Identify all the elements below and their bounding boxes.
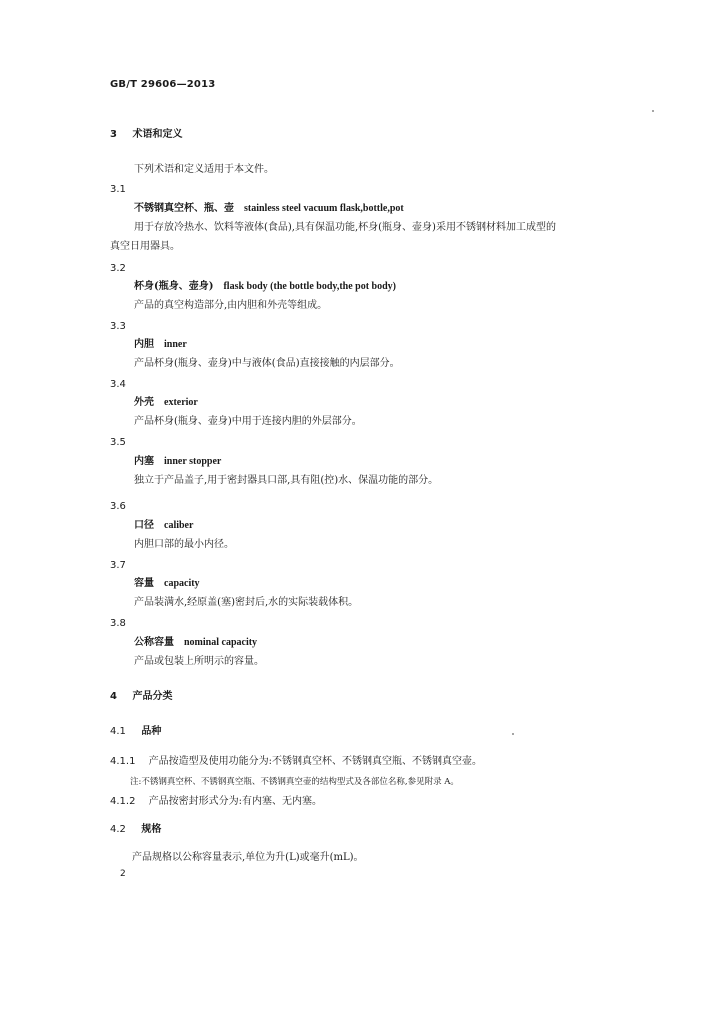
term-cn: 内胆 — [134, 339, 154, 350]
term-title — [134, 455, 221, 469]
term-definition: 产品杯身(瓶身、壶身)中用于连接内胆的外层部分。 — [134, 416, 362, 427]
section-3-intro: 下列术语和定义适用于本文件。 — [134, 164, 274, 175]
term-number: 3.7 — [110, 560, 126, 571]
term-definition-cont: 真空日用器具。 — [110, 241, 180, 252]
term-title — [134, 202, 404, 216]
subsection-number: 4.1 — [110, 726, 126, 737]
clause-text: 产品按密封形式分为:有内塞、无内塞。 — [148, 796, 323, 807]
term-number: 3.8 — [110, 618, 126, 629]
term-definition: 产品或包装上所明示的容量。 — [134, 656, 264, 667]
term-cn: 公称容量 — [134, 637, 174, 648]
clause-text: 产品按造型及使用功能分为:不锈钢真空杯、不锈钢真空瓶、不锈钢真空壶。 — [148, 756, 483, 767]
term-number: 3.3 — [110, 321, 126, 332]
clause-number: 4.1.2 — [110, 796, 136, 807]
clause-4-1-2 — [110, 795, 322, 809]
term-number: 3.5 — [110, 437, 126, 448]
term-definition: 用于存放冷热水、饮料等液体(食品),具有保温功能,杯身(瓶身、壶身)采用不锈钢材料加工成型的 — [134, 222, 556, 233]
page-number: 2 — [120, 869, 126, 879]
term-definition: 独立于产品盖子,用于密封器具口部,具有阻(控)水、保温功能的部分。 — [134, 475, 439, 486]
term-cn: 内塞 — [134, 456, 154, 467]
term-cn: 外壳 — [134, 397, 154, 408]
subsection-title: 规格 — [141, 824, 162, 835]
term-definition: 产品装满水,经原盖(塞)密封后,水的实际装载体积。 — [134, 597, 359, 608]
subsection-4-2-heading — [110, 823, 161, 837]
term-title — [134, 338, 187, 352]
term-title — [134, 636, 257, 650]
section-number: 3 — [110, 129, 117, 140]
subsection-4-1-heading — [110, 725, 161, 739]
term-en: nominal capacity — [184, 637, 258, 648]
note-text: 注:不锈钢真空杯、不锈钢真空瓶、不锈钢真空壶的结构型式及各部位名称,参见附录 A。 — [130, 777, 459, 787]
clause-4-1-1 — [110, 755, 482, 769]
term-title — [134, 280, 396, 294]
term-en: inner stopper — [164, 456, 222, 467]
term-definition: 产品杯身(瓶身、壶身)中与液体(食品)直接接触的内层部分。 — [134, 358, 400, 369]
section-3-heading — [110, 128, 182, 142]
term-en: inner — [164, 339, 187, 350]
term-en: stainless steel vacuum flask,bottle,pot — [244, 203, 404, 214]
term-definition: 内胆口部的最小内径。 — [134, 539, 234, 550]
section-title: 产品分类 — [132, 691, 173, 702]
term-cn: 不锈钢真空杯、瓶、壶 — [134, 203, 234, 214]
term-number: 3.1 — [110, 184, 126, 195]
term-number: 3.2 — [110, 263, 126, 274]
term-cn: 杯身(瓶身、壶身) — [134, 281, 214, 292]
term-number: 3.4 — [110, 379, 126, 390]
term-title — [134, 396, 198, 410]
term-en: capacity — [164, 578, 200, 589]
term-cn: 口径 — [134, 520, 154, 531]
clause-number: 4.1.1 — [110, 756, 136, 767]
term-title — [134, 577, 200, 591]
standard-number: GB/T 29606—2013 — [110, 79, 216, 90]
scan-speck — [512, 733, 514, 735]
subsection-number: 4.2 — [110, 824, 126, 835]
subsection-4-2-text: 产品规格以公称容量表示,单位为升(L)或毫升(mL)。 — [132, 852, 364, 863]
subsection-title: 品种 — [141, 726, 162, 737]
scan-speck — [652, 110, 654, 112]
section-4-heading — [110, 690, 172, 704]
term-en: flask body (the bottle body,the pot body) — [223, 281, 396, 292]
term-en: caliber — [164, 520, 194, 531]
section-number: 4 — [110, 691, 117, 702]
term-title — [134, 519, 193, 533]
term-number: 3.6 — [110, 501, 126, 512]
term-cn: 容量 — [134, 578, 154, 589]
section-title: 术语和定义 — [132, 129, 183, 140]
term-definition: 产品的真空构造部分,由内胆和外壳等组成。 — [134, 300, 328, 311]
term-en: exterior — [164, 397, 198, 408]
